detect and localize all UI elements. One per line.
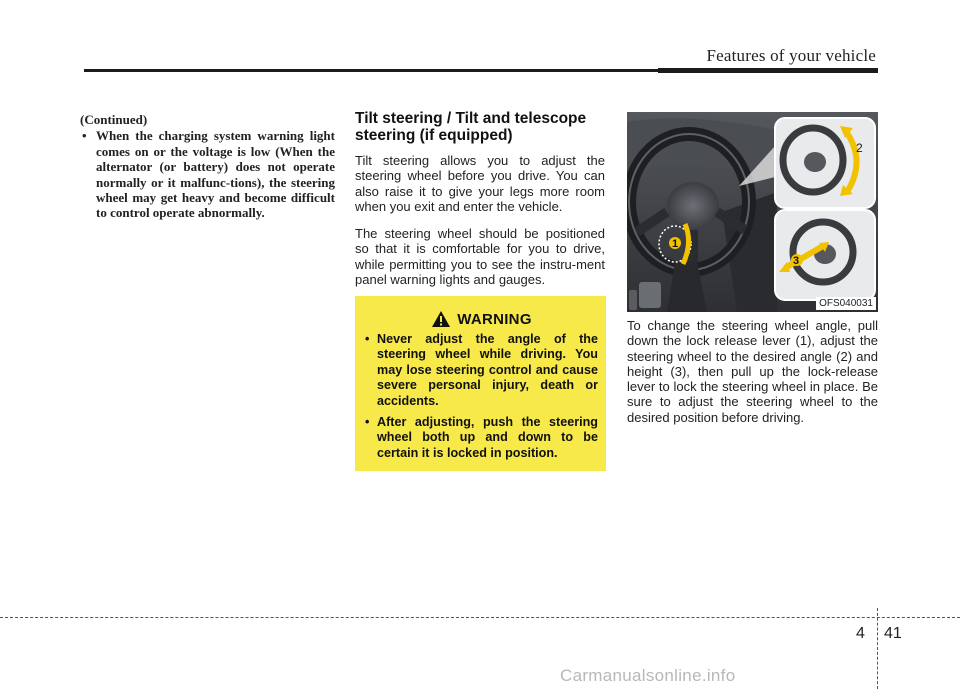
continued-column: [80, 112, 335, 221]
warning-item: [365, 332, 598, 409]
callout-2: 2: [856, 141, 863, 155]
watermark: Carmanualsonline.info: [560, 666, 736, 685]
section-heading: Tilt steering / Tilt and telescope steering (if equipped): [355, 110, 587, 144]
paragraph: Tilt steering allows you to adjust the steering wheel before you drive. You can also raise it to give your legs more room when you exit and enter the vehicle.: [355, 153, 605, 214]
figure-code: OFS040031: [816, 297, 876, 310]
footer-divider: [877, 608, 878, 689]
bullet-marker: •: [82, 128, 87, 144]
page-number: 41: [884, 625, 902, 642]
tilt-steering-section: [355, 110, 605, 299]
continued-label: (Continued): [80, 112, 148, 127]
bullet-marker: •: [365, 415, 370, 430]
callout-3: 3: [793, 255, 800, 267]
steering-illustration: [627, 112, 878, 312]
warning-header: [365, 310, 598, 328]
warning-box: [355, 296, 606, 471]
warning-title: WARNING: [457, 310, 532, 328]
callout-1: 1: [672, 238, 679, 250]
header-rule-accent: [658, 68, 878, 73]
warning-item-text: After adjusting, push the steering wheel both up and down to be certain it is locked in position.: [377, 415, 598, 460]
paragraph: The steering wheel should be positioned so that it is comfortable for you to drive, while permitting you to see the instru-ment panel warning lights and gauges.: [355, 226, 605, 288]
section-title: Features of your vehicle: [706, 46, 876, 65]
warning-item: [365, 415, 598, 461]
footer-rule: [0, 617, 960, 618]
steering-wheel-photo: [627, 112, 878, 312]
chapter-number: 4: [856, 625, 865, 642]
list-item: [80, 128, 335, 220]
adjustment-instructions: To change the steering wheel angle, pull down the lock release lever (1), adjust the steering wheel to the desired angle (2) and height (3), then pull up the lock-release lever to lock the steering wheel in place. Be sure to adjust the steering wheel to the desired position before driving.: [627, 318, 878, 425]
warning-item-text: Never adjust the angle of the steering wheel while driving. You may lose steering control and cause severe personal injury, death or accidents.: [377, 332, 598, 408]
list-item-text: When the charging system warning light comes on or the voltage is low (When the alternator (or battery) does not operate normally or it malfunc-tions), the steering wheel may get heavy and become difficult to control operate abnormally.: [96, 128, 335, 221]
warning-triangle-icon: [431, 310, 451, 328]
bullet-marker: •: [365, 332, 370, 346]
